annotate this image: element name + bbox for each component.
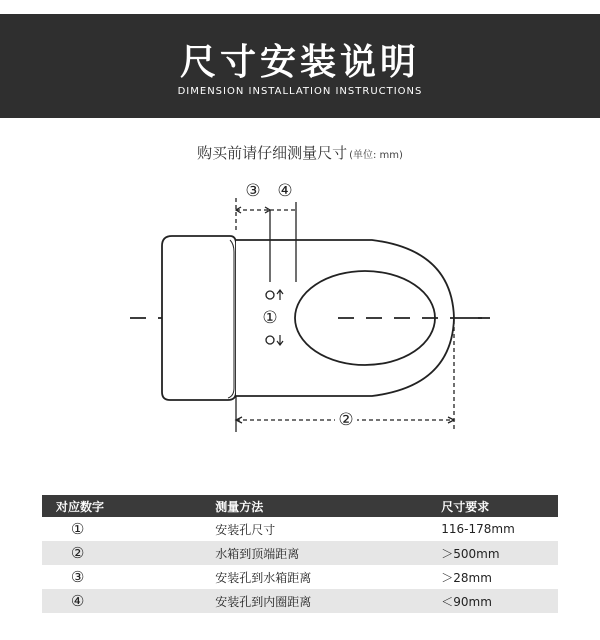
table-row (42, 517, 558, 541)
header-banner (0, 14, 600, 118)
header-method: 测量方法 (213, 495, 441, 517)
table-row (42, 589, 558, 613)
row-method: 安装孔到水箱距离 (213, 565, 441, 589)
diagram-drawing (0, 170, 600, 440)
row-method: 安装孔到内圈距离 (213, 589, 441, 613)
page-title: 尺寸安装说明 (179, 42, 420, 83)
page-subtitle: DIMENSION INSTALLATION INSTRUCTIONS (177, 86, 423, 97)
header-requirement: 尺寸要求 (441, 495, 558, 517)
dim-label-1: ① (259, 307, 281, 329)
row-method: 水箱到顶端距离 (213, 541, 441, 565)
dim-label-3: ③ (242, 180, 264, 202)
install-hole-top (266, 291, 274, 299)
spec-table (42, 495, 558, 613)
table-row (42, 541, 558, 565)
row-requirement: ＞28mm (441, 565, 558, 589)
dim-label-4: ④ (274, 180, 296, 202)
row-requirement: 116-178mm (441, 517, 558, 541)
unit-note: (单位: mm) (349, 150, 403, 161)
row-number: ③ (42, 565, 213, 589)
row-requirement: ＜90mm (441, 589, 558, 613)
row-requirement: ＞500mm (441, 541, 558, 565)
spec-table-header (42, 495, 558, 517)
row-number: ① (42, 517, 213, 541)
install-hole-bottom (266, 336, 274, 344)
inner-ring (295, 271, 435, 365)
header-number: 对应数字 (42, 495, 213, 517)
dim-label-2: ② (335, 409, 357, 431)
row-number: ④ (42, 589, 213, 613)
water-tank (162, 236, 236, 400)
toilet-seat-diagram (0, 170, 600, 440)
measure-instruction (0, 142, 600, 163)
instruction-text: 购买前请仔细测量尺寸 (197, 144, 348, 162)
table-row (42, 565, 558, 589)
row-method: 安装孔尺寸 (213, 517, 441, 541)
row-number: ② (42, 541, 213, 565)
